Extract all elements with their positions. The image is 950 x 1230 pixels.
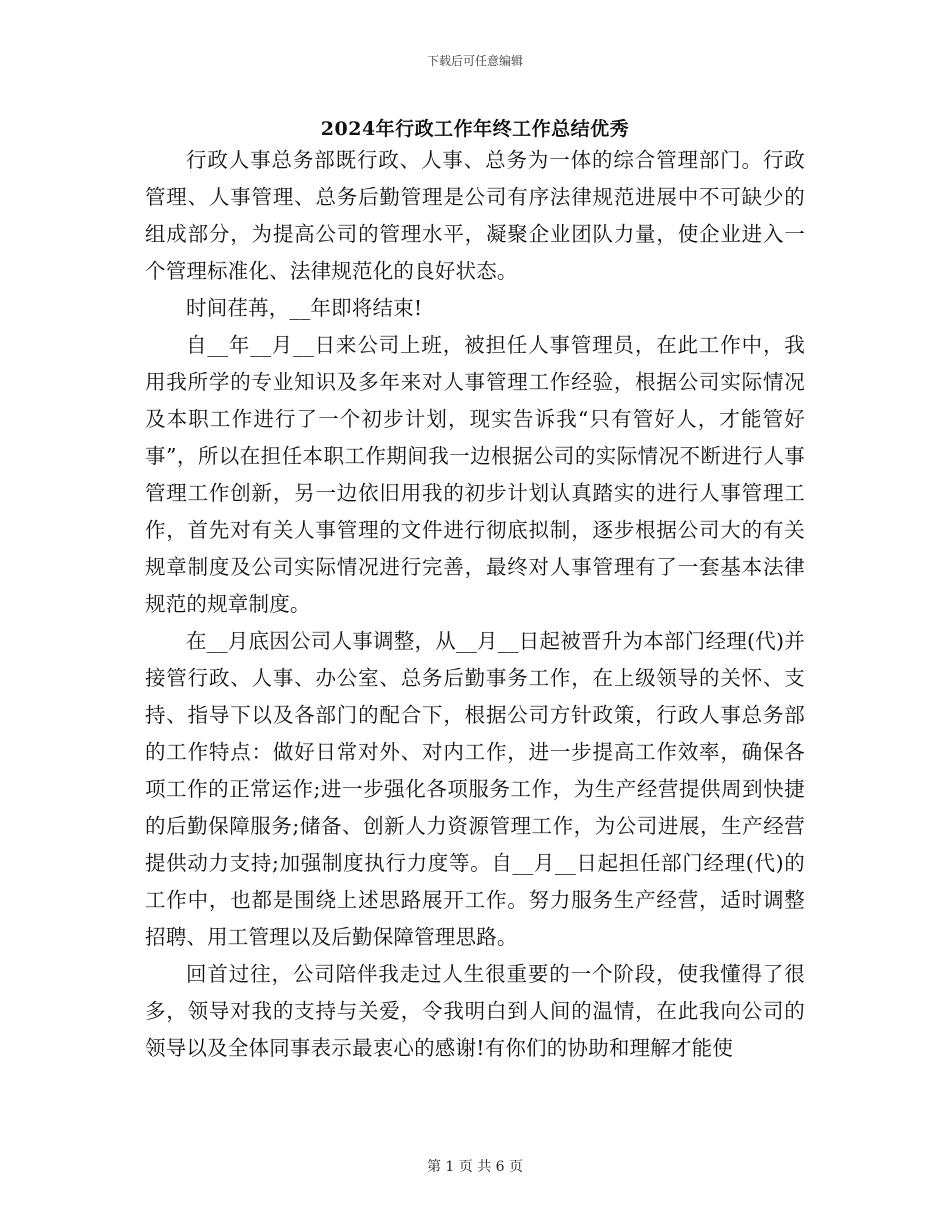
- paragraph-3: 自__年__月__日来公司上班，被担任人事管理员，在此工作中，我用我所学的专业知识及多年来对人事管理工作经验，根据公司实际情况及本职工作进行了一个初步计划，现实告诉我“只有管好人，才能管好事”，所以在担任本职工作期间我一边根据公司的实际情况不断进行人事管理工作创新，另一边依旧用我的初步计划认真踏实的进行人事管理工作，首先对有关人事管理的文件进行彻底拟制，逐步根据公司大的有关规章制度及公司实际情况进行完善，最终对人事管理有了一套基本法律规范的规章制度。: [145, 333, 805, 616]
- document-title: 2024年行政工作年终工作总结优秀: [320, 118, 630, 140]
- paragraph-1: 行政人事总务部既行政、人事、总务为一体的综合管理部门。行政管理、人事管理、总务后勤管理是公司有序法律规范进展中不可缺少的组成部分，为提高公司的管理水平，凝聚企业团队力量，使企业进入一个管理标准化、法律规范化的良好状态。: [145, 148, 805, 283]
- page-number: 第 1 页 共 6 页: [426, 1159, 524, 1175]
- paragraph-5: 回首过往，公司陪伴我走过人生很重要的一个阶段，使我懂得了很多，领导对我的支持与关爱，令我明白到人间的温情，在此我向公司的领导以及全体同事表示最衷心的感谢!有你们的协助和理解才能使: [145, 962, 805, 1060]
- paragraph-2: 时间荏苒，__年即将结束!: [186, 296, 423, 320]
- page-header-note: 下载后可任意编辑: [426, 54, 523, 68]
- document-body: [145, 142, 805, 1067]
- paragraph-4: 在__月底因公司人事调整，从__月__日起被晋升为本部门经理(代)并接管行政、人事、办公室、总务后勤事务工作，在上级领导的关怀、支持、指导下以及各部门的配合下，根据公司方针政策，行政人事总务部的工作特点：做好日常对外、对内工作，进一步提高工作效率，确保各项工作的正常运作;进一步强化各项服务工作，为生产经营提供周到快捷的后勤保障服务;储备、创新人力资源管理工作，为公司进展，生产经营提供动力支持;加强制度执行力度等。自__月__日起担任部门经理(代)的工作中，也都是围绕上述思路展开工作。努力服务生产经营，适时调整招聘、用工管理以及后勤保障管理思路。: [145, 629, 805, 949]
